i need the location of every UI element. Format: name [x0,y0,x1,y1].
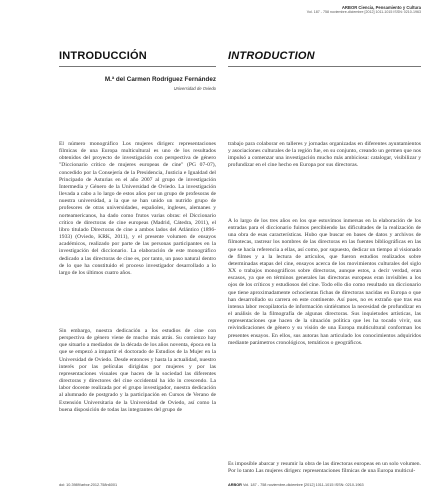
body-text: Sin embargo, nuestra dedicación a los estudios de cine con perspectiva de género viene de mucho más atrás. Su comienzo hay que situarlo a mediados de la década de los años noventa, época en la que se empezó a impartir el doctorado de Estudios de la Mujer en la Universidad de Oviedo. Desde entonces y hasta la actualidad, nuestro interés por las películas dirigidas por mujeres y por las representaciones visuales que hacen de la sociedad las diferentes directoras y directores del cine occidental ha ido in crescendo. La labor docente realizada por el grupo investigador, nuestra dedicación al alumnado de postgrado y la participación en Cursos de Verano de Extensión Universitaria de la Universidad de Oviedo, así como la buena disposición de todas las integrantes del grupo de [59,328,216,413]
title-spanish: INTRODUCCIÓN [59,50,147,62]
body-text: A lo largo de los tres años en los que estuvimos inmersas en la elaboración de los entradas para el diccionario fuimos percibiendo las dificultades de la realización de una obra de esas características. Hubo que buscar en bases de datos y archivos de filmotecas, rastrear los nombres de las directoras en las fuentes bibliográficas en las que se hacía referencia a ellas, así como, por supuesto, dedicar un tiempo al visionado de filmes y a la lectura de artículos, que fueron estudios realizados sobre determinadas etapas del cine, ensayos acerca de los movimientos culturales del siglo XX o trabajos monográficos sobre directoras, aunque estos, a decir verdad, eran escasos, ya que en términos generales las directoras europeas eran invisibles a los ojos de los críticos y estudiosos del cine. Todo ello dio como resultado un diccionario que tiene aproximadamente ochocientas fichas de directoras nacidas en Europa o que han desarrollado su carrera en este continente. Así pues, no es extraño que tras esa intensa labor recopilatoria de información sintiéramos la necesidad de profundizar en el análisis de la filmografía de algunas directoras. Sus inquietudes artísticas, las representaciones que hacen de la situación política que les ha tocado vivir, sus reivindicaciones de género y su visión de una Europa multicultural conforman los presentes ensayos. En ellos, sus autoras han articulado los conocimientos adquiridos mediante parámetros cronológicos, temáticos o geográficos. [228,218,421,346]
body-text: trabajo para colaborar en talleres y jornadas organizadas en diferentes ayuntamientos y asociaciones culturales de la región fue, en su conjunto, creando un germen que nos impulsó a comenzar una investigación mucho más ambiciosa: catalogar, visibilizar y profundizar en el cine hecho en Europa por sus directoras. [228,141,421,169]
title-english: INTRODUCTION [228,50,315,62]
left-paragraph-1 [59,141,216,277]
journal-header [307,5,421,14]
title-rule-left [59,66,216,67]
footer-journal-info [228,483,364,487]
title-rule-right [228,66,421,67]
author-affiliation: Universidad de Oviedo [173,86,216,91]
footer-issue: Vol. 187 - 758 noviembre-diciembre [2012] 1011-1015 ISSN: 0210-1963 [242,483,364,487]
footer-doi: doi: 10.3989/arbor.2012.758n6001 [59,483,118,487]
right-paragraph-2 [228,218,421,347]
right-paragraph-1 [228,141,421,170]
body-text: El número monográfico Los mujeres dirigen: representaciones fílmicas de una Europa multicultural es uno de los resultados obtenidos del proyecto de investigación con perspectiva de género "Diccionario crítico de mujeres europeas de cine" (PG 07-07), concedido por la Consejería de la Presidencia, Justicia e Igualdad del Principado de Asturias en el año 2007 al grupo de investigación Intermedia y Género de la Universidad de Oviedo. La investigación llevada a cabo a lo largo de estos años por un grupo de profesoras de nuestra universidad, a la que se han unido un nutrido grupo de profesores de otras universidades, españoles, ingleses, alemanes y norteamericanos, ha dado como frutos varias obras: el Diccionario crítico de directoras de cine europeas (Madrid, Cátedra, 2011), el libro titulado Directoras de cine a ambos lados del Atlántico (1896-1933) (Oviedo, KRK, 2011), y el presente volumen de ensayos académicos, realizado por parte de las personas participantes en la investigación del diccionario. La elaboración de este monográfico dedicado a las directoras de cine es, por tanto, un paso natural dentro de lo que ha constituido el proceso investigador desarrollado a lo largo de los últimos cuatro años. [59,141,216,276]
footer-journal-name: ARBOR [228,483,242,487]
body-text: Es imposible abarcar y resumir la obra de las directoras europeas en un solo volumen. Por lo tanto Las mujeres dirigen: representaciones fílmicas de una Europa multicul- [228,461,421,475]
journal-name: ARBOR Ciencia, Pensamiento y Cultura [341,5,421,10]
journal-issue: Vol. 187 - 758 noviembre-diciembre [2012] 1011-1015 ISSN: 0210-1963 [306,10,421,15]
left-paragraph-2 [59,328,216,414]
right-paragraph-3 [228,461,421,475]
author-name: M.ª del Carmen Rodríguez Fernández [104,76,216,83]
